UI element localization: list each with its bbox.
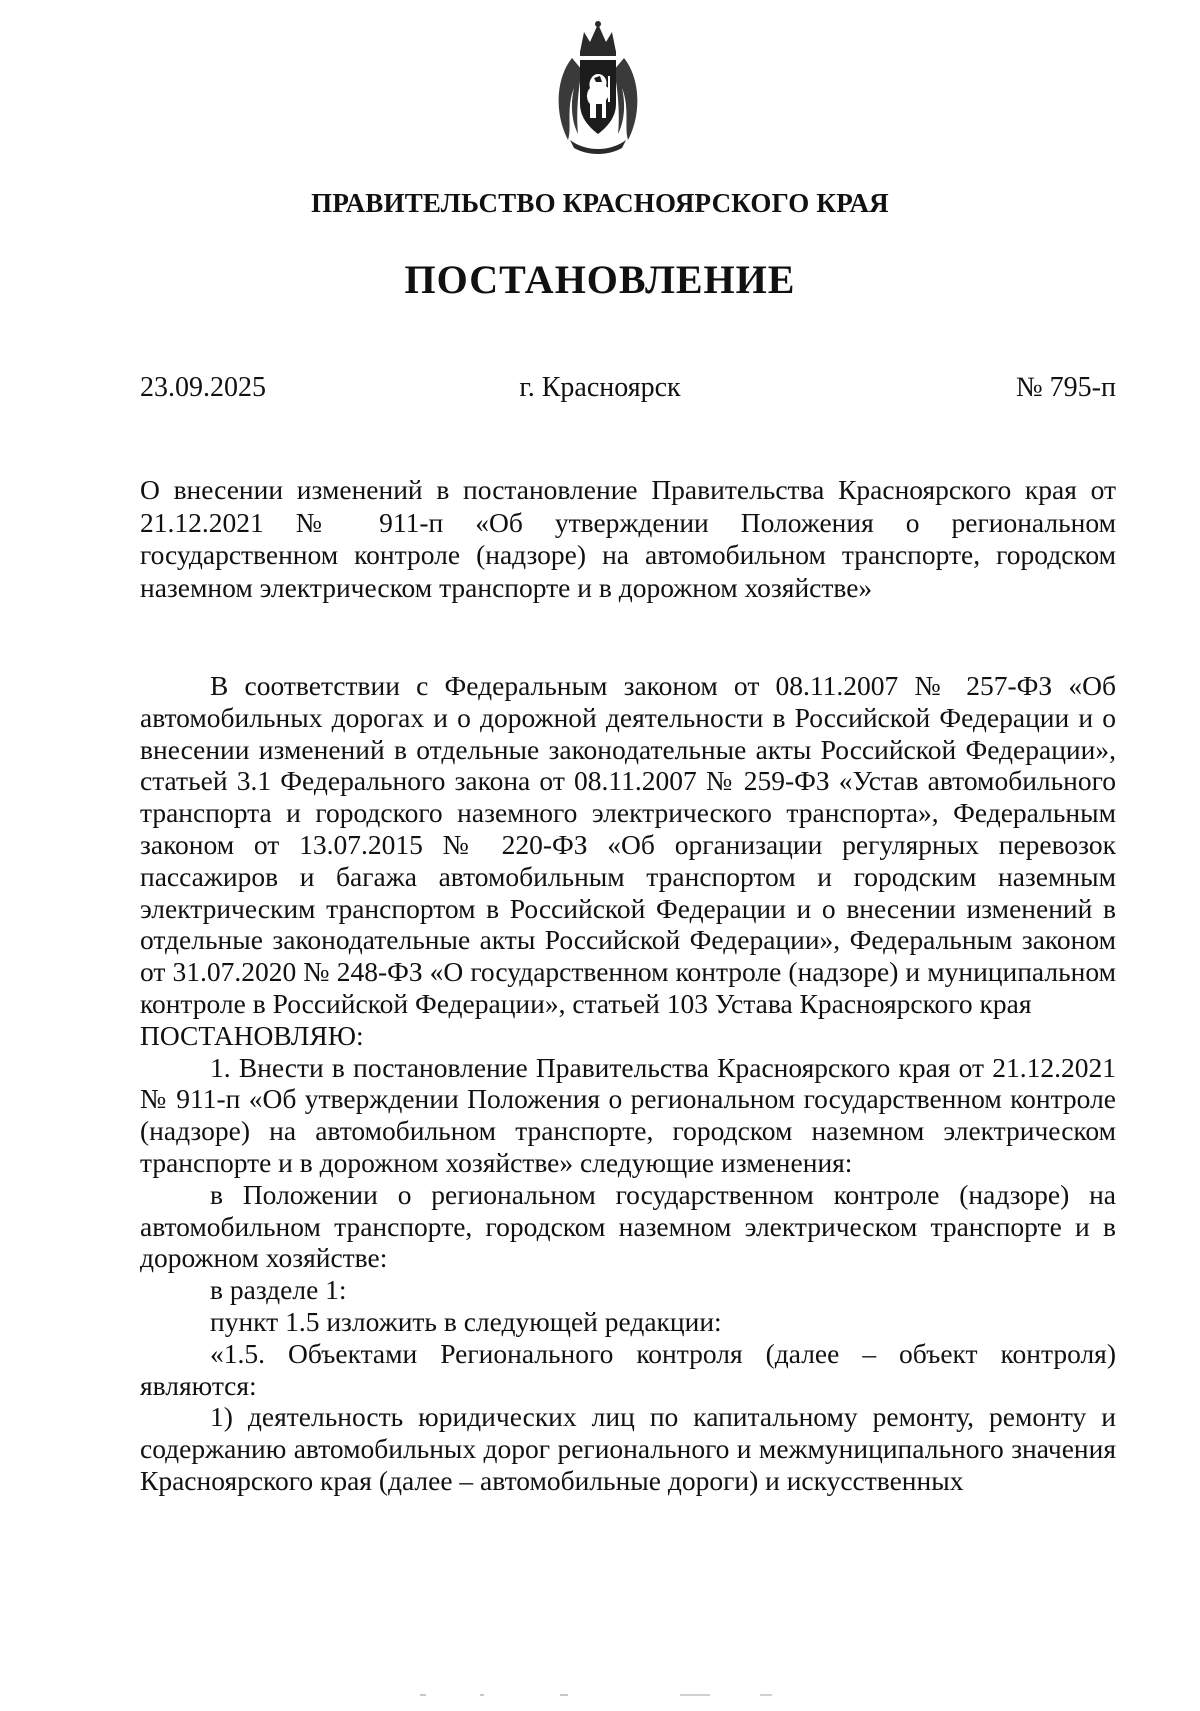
document-subject: О внесении изменений в постановление Правительства Красноярского края от 21.12.2021 № 911-п «Об утверждении Положения о региональном государственном контроле (надзоре) на автомобильном транспорте, городском наземном электрическом транспорте и в дорожном хозяйстве» bbox=[140, 474, 1116, 603]
document-date: 23.09.2025 bbox=[140, 372, 266, 403]
document-number: № 795-п bbox=[1015, 372, 1116, 403]
section-1-paragraph: в разделе 1: bbox=[210, 1274, 347, 1306]
clause-1-paragraph: 1. Внести в постановление Правительства Красноярского края от 21.12.2021 № 911-п «Об утверждении Положения о региональном государственном контроле (надзоре) на автомобильном транспорте, городском наземном электрическом транспорте и в дорожном хозяйстве» следующие изменения: bbox=[140, 1051, 1116, 1178]
document-type-title: ПОСТАНОВЛЕНИЕ bbox=[404, 257, 796, 302]
resolution-keyword: ПОСТАНОВЛЯЮ: bbox=[140, 1019, 364, 1051]
clause-1-5-intro-paragraph: пункт 1.5 изложить в следующей редакции: bbox=[210, 1305, 722, 1337]
coat-of-arms-icon bbox=[550, 18, 646, 158]
scan-artifact bbox=[420, 1692, 840, 1698]
document-body bbox=[140, 670, 1116, 1497]
organization-title: ПРАВИТЕЛЬСТВО КРАСНОЯРСКОГО КРАЯ bbox=[311, 188, 889, 218]
regulation-paragraph: в Положении о региональном государственном контроле (надзоре) на автомобильном транспорте, городском наземном электрическом транспорте и в дорожном хозяйстве: bbox=[140, 1178, 1116, 1274]
document-place: г. Красноярск bbox=[519, 372, 681, 403]
item-1-paragraph: 1) деятельность юридических лиц по капитальному ремонту, ремонту и содержанию автомобильных дорог регионального и межмуниципального значения Красноярского края (далее – автомобильные дороги) и искусственных bbox=[140, 1401, 1116, 1496]
clause-1-5-text-paragraph: «1.5. Объектами Регионального контроля (далее – объект контроля) являются: bbox=[140, 1337, 1116, 1401]
preamble-paragraph: В соответствии с Федеральным законом от 08.11.2007 № 257-ФЗ «Об автомобильных дорогах и о дорожной деятельности в Российской Федерации и о внесении изменений в отдельные законодательные акты Российской Федерации», статьей 3.1 Федерального закона от 08.11.2007 № 259-ФЗ «Устав автомобильного транспорта и городского наземного электрического транспорта», Федеральным законом от 13.07.2015 № 220-ФЗ «Об организации регулярных перевозок пассажиров и багажа автомобильным транспортом и городским наземным электрическим транспортом в Российской Федерации и о внесении изменений в отдельные законодательные акты Российской Федерации», Федеральным законом от 31.07.2020 № 248-ФЗ «О государственном контроле (надзоре) и муниципальном контроле в Российской Федерации», статьей 103 Устава Красноярского края bbox=[140, 670, 1116, 1019]
